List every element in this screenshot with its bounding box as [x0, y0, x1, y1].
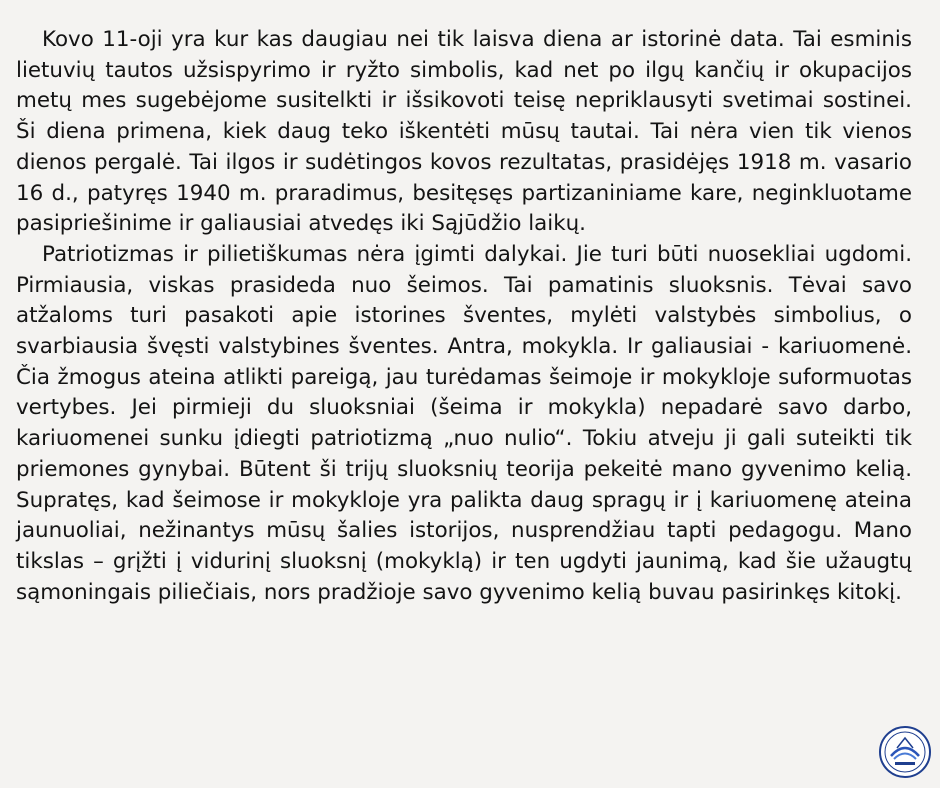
emblem-icon	[879, 726, 931, 778]
paragraph-2: Patriotizmas ir pilietiškumas nėra įgimti dalykai. Jie turi būti nuosekliai ugdomi. Pirmiausia, viskas prasideda nuo šeimos. Tai pamatinis sluoksnis. Tėvai savo atžaloms turi pasakoti apie istorines šventes, mylėti valstybės simbolius, o svarbiausia švęsti valstybines šventes. Antra, mokykla. Ir galiausiai - kariuomenė. Čia žmogus ateina atlikti pareigą, jau turėdamas šeimoje ir mokykloje suformuotas vertybes. Jei pirmieji du sluoksniai (šeima ir mokykla) nepadarė savo darbo, kariuomenei sunku įdiegti patriotizmą „nuo nulio“. Tokiu atveju ji gali suteikti tik priemones gynybai. Būtent ši trijų sluoksnių teorija pekeitė mano gyvenimo kelią. Supratęs, kad šeimose ir mokykloje yra palikta daug spragų ir į kariuomenę ateina jaunuoliai, nežinantys mūsų šalies istorijos, nusprendžiau tapti pedagogu. Mano tikslas – grįžti į vidurinį sluoksnį (mokyklą) ir ten ugdyti jaunimą, kad šie užaugtų sąmoningais piliečiais, nors pradžioje savo gyvenimo kelią buvau pasirinkęs kitokį.	[16, 241, 912, 605]
article-text	[16, 25, 912, 608]
paragraph-1: Kovo 11-oji yra kur kas daugiau nei tik laisva diena ar istorinė data. Tai esminis lietuvių tautos užsispyrimo ir ryžto simbolis, kad net po ilgų kančių ir okupacijos metų mes sugebėjome susitelkti ir išsikovoti teisę nepriklausyti svetimai sostinei. Ši diena primena, kiek daug teko iškentėti mūsų tautai. Tai nėra vien tik vienos dienos pergalė. Tai ilgos ir sudėtingos kovos rezultatas, prasidėjęs 1918 m. vasario 16 d., patyręs 1940 m. praradimus, besitęsęs partizaniniame kare, neginkluotame pasipriešinime ir galiausiai atvedęs iki Sąjūdžio laikų.	[16, 27, 912, 237]
